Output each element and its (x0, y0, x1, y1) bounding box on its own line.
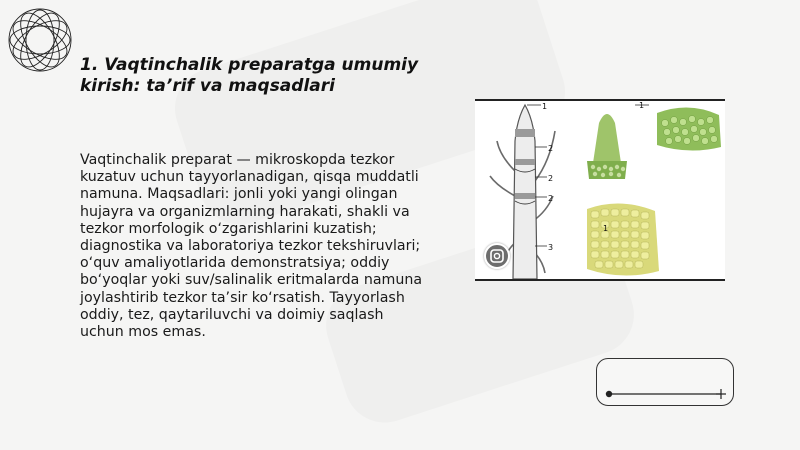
google-lens-icon[interactable] (484, 243, 510, 269)
player-scrubber-handle[interactable] (606, 391, 612, 397)
label-1: 1 (542, 102, 548, 111)
green-cell-tissue (657, 107, 721, 150)
label-3: 3 (548, 243, 554, 252)
player-end-marker-icon (716, 389, 726, 399)
root-tip-figure (475, 99, 725, 281)
root-tip-illustration (475, 101, 725, 279)
slide-title: 1. Vaqtinchalik preparatga umumiy kirish: ta’rif va maqsadlari (80, 55, 419, 96)
cell-label: 1 (603, 224, 609, 233)
tip-label: 1 (639, 101, 645, 110)
spirograph-logo-icon (4, 4, 76, 76)
slide-body-text: Vaqtinchalik preparat — mikroskopda tezkor kuzatuv uchun tayyorlanadigan, qisqa muddatli namuna. Maqsadlari: jonli yoki yangi olingan hujayra va organizmlarning harakati, shakli va tezkor morfologik o‘zgarishlarini kuzatish; diagnostika va laboratoriya tezkor tekshiruvlari; o‘quv amaliyotlarida demonstratsiya; oddiy bo‘yoqlar yoki suv/salinalik eritmalarda namuna joylashtirib tezkor ta’sir ko‘rsatish. Tayyorlash oddiy, tez, qaytariluvchi va doimiy saqlash uchun mos emas. (80, 152, 423, 341)
label-2: 2 (548, 144, 554, 153)
yellow-cell-tissue (587, 203, 659, 275)
media-player (596, 358, 734, 406)
label-2: 2 (548, 194, 554, 203)
label-2: 2 (548, 174, 554, 183)
green-root-tip (587, 114, 627, 179)
